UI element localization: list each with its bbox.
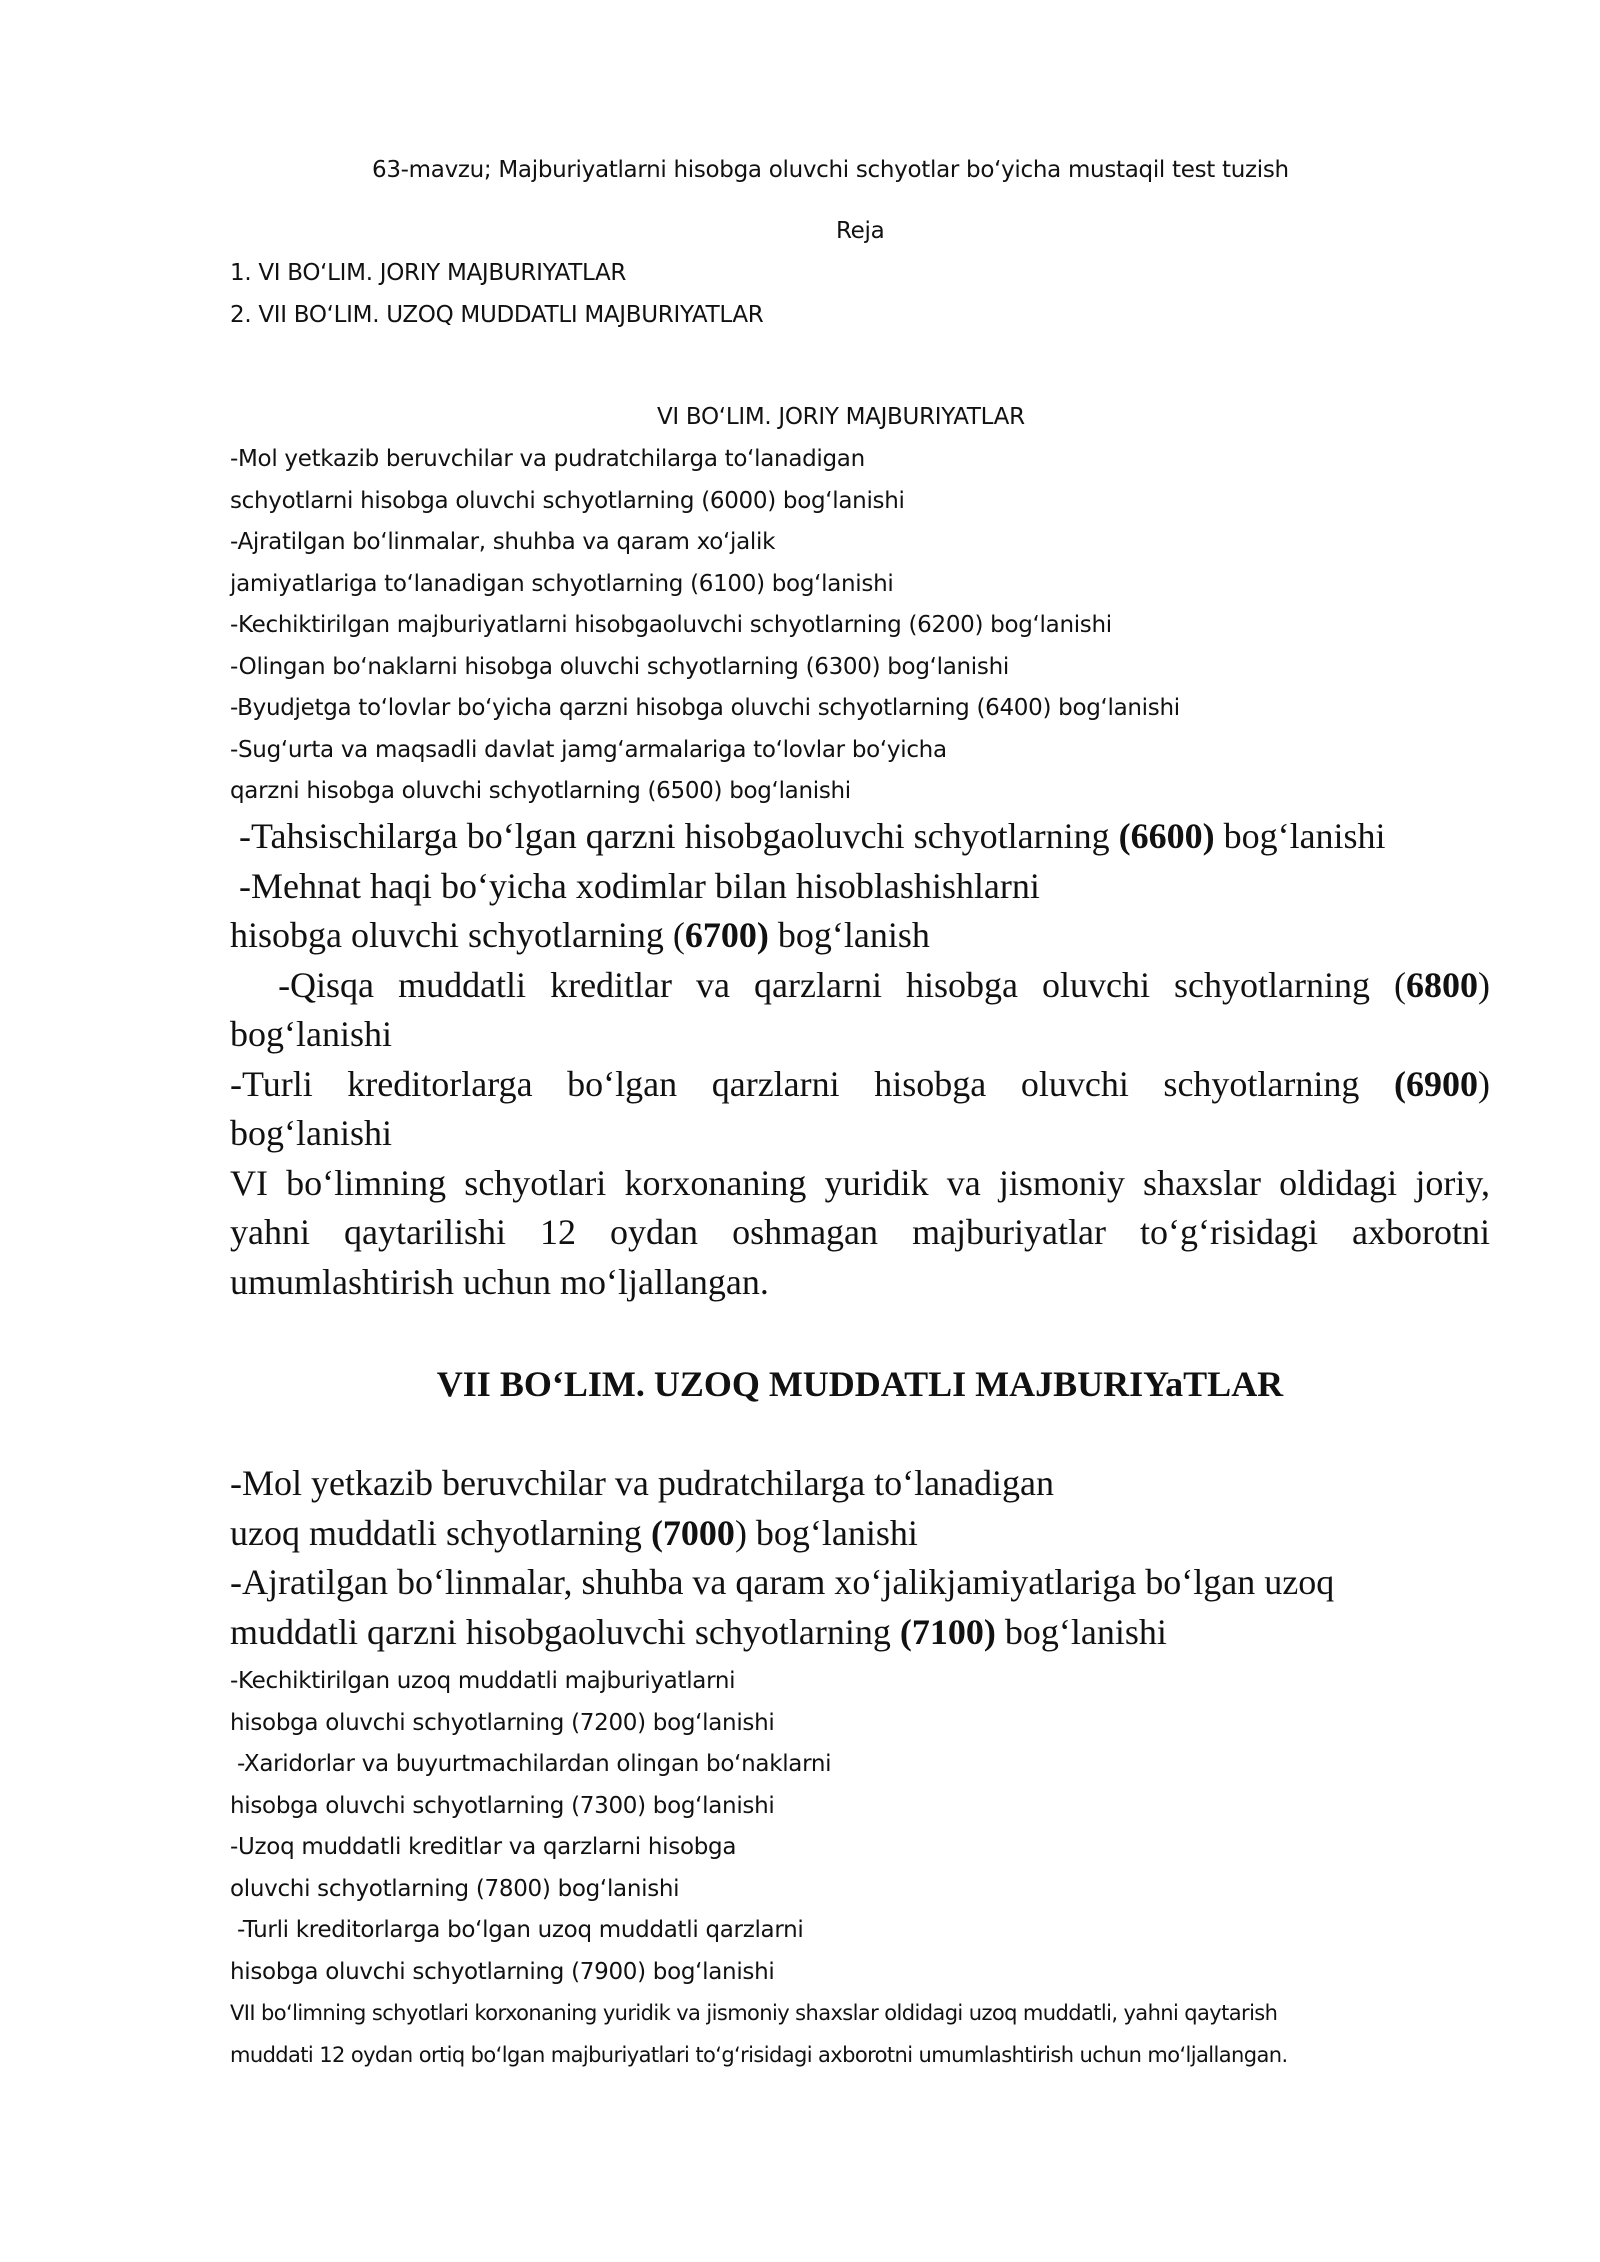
list-item: -Turli kreditorlarga bo‘lgan uzoq muddatli qarzlarni — [230, 1917, 804, 1943]
list-item: -Xaridorlar va buyurtmachilardan olingan bo‘naklarni — [230, 1751, 832, 1777]
list-item: -Byudjetga to‘lovlar bo‘yicha qarzni hisobga oluvchi schyotlarning (6400) bog‘lanishi — [230, 695, 1180, 721]
section-7-large-list — [230, 1459, 1490, 1657]
list-item: hisobga oluvchi schyotlarning (7900) bog‘lanishi — [230, 1958, 775, 1985]
plan-list — [230, 253, 1490, 336]
plan-heading: Reja — [836, 218, 885, 244]
list-item: schyotlarni hisobga oluvchi schyotlarning (6000) bog‘lanishi — [230, 487, 905, 514]
section-7-list — [230, 1661, 1490, 2076]
plan-item: 1. VI BO‘LIM. JORIY MAJBURIYATLAR — [230, 260, 627, 286]
list-item-6700-cont: hisobga oluvchi schyotlarning (6700) bog‘lanish — [230, 915, 930, 955]
list-item: -Mol yetkazib beruvchilar va pudratchilarga to‘lanadigan — [230, 446, 865, 472]
list-item: -Uzoq muddatli kreditlar va qarzlarni hisobga — [230, 1834, 737, 1860]
list-item-7000-cont: uzoq muddatli schyotlarning (7000) bog‘lanishi — [230, 1512, 918, 1553]
list-item-6900-cont: bog‘lanishi — [230, 1113, 392, 1153]
plan-item: 2. VII BO‘LIM. UZOQ MUDDATLI MAJBURIYATLAR — [230, 301, 764, 328]
list-item: -Sug‘urta va maqsadli davlat jamg‘armalariga to‘lovlar bo‘yicha — [230, 736, 947, 763]
summary-line: VII bo‘limning schyotlari korxonaning yuridik va jismoniy shaxslar oldidagi uzoq muddatli, yahni qaytarish — [230, 2001, 1278, 2025]
list-item: -Kechiktirilgan uzoq muddatli majburiyatlarni — [230, 1668, 736, 1694]
list-item-7000: -Mol yetkazib beruvchilar va pudratchilarga to‘lanadigan — [230, 1463, 1055, 1503]
list-item: hisobga oluvchi schyotlarning (7200) bog‘lanishi — [230, 1709, 775, 1736]
account-code: 6800 — [1406, 964, 1479, 1005]
account-code: (6600) — [1118, 816, 1215, 856]
section-6-large-list — [230, 812, 1490, 1307]
section-7-heading: VII BO‘LIM. UZOQ MUDDATLI MAJBURIYaTLAR — [436, 1364, 1284, 1404]
section-6-heading: VI BO‘LIM. JORIY MAJBURIYATLAR — [657, 404, 1025, 430]
list-item-6600: -Tahsischilarga bo‘lgan qarzni hisobgaoluvchi schyotlarning (6600) bog‘lanishi — [230, 816, 1386, 856]
list-item: qarzni hisobga oluvchi schyotlarning (6500) bog‘lanishi — [230, 778, 851, 804]
account-code: (6900 — [1394, 1063, 1478, 1104]
list-item: -Olingan bo‘naklarni hisobga oluvchi schyotlarning (6300) bog‘lanishi — [230, 653, 1009, 680]
list-item-7100: -Ajratilgan bo‘linmalar, shuhba va qaram xo‘jalikjamiyatlariga bo‘lgan uzoq — [230, 1562, 1335, 1602]
list-item: -Kechiktirilgan majburiyatlarni hisobgaoluvchi schyotlarning (6200) bog‘lanishi — [230, 612, 1112, 638]
list-item-6900: -Turli kreditorlarga bo‘lgan qarzlarni hisobga oluvchi schyotlarning (6900) — [230, 1063, 1490, 1104]
account-code: (7100) — [899, 1611, 996, 1652]
section-6-list — [230, 439, 1490, 813]
list-item: jamiyatlariga to‘lanadigan schyotlarning (6100) bog‘lanishi — [230, 570, 894, 597]
document-title: 63-mavzu; Majburiyatlarni hisobga oluvchi schyotlar bo‘yicha mustaqil test tuzish — [372, 157, 1289, 183]
summary-line: VI bo‘limning schyotlari korxonaning yuridik va jismoniy shaxslar oldidagi joriy, — [230, 1162, 1490, 1203]
summary-line: muddati 12 oydan ortiq bo‘lgan majburiyatlari to‘g‘risidagi axborotni umumlashtirish uchun mo‘ljallangan. — [230, 2042, 1288, 2067]
account-code: 6700) — [684, 915, 769, 955]
list-item-6800-cont: bog‘lanishi — [230, 1014, 392, 1054]
list-item: hisobga oluvchi schyotlarning (7300) bog‘lanishi — [230, 1792, 775, 1819]
summary-line: umumlashtirish uchun mo‘ljallangan. — [230, 1261, 769, 1302]
list-item: -Ajratilgan bo‘linmalar, shuhba va qaram xo‘jalik — [230, 529, 776, 555]
summary-line: yahni qaytarilishi 12 oydan oshmagan majburiyatlar to‘g‘risidagi axborotni — [230, 1212, 1490, 1252]
list-item-7100-cont: muddatli qarzni hisobgaoluvchi schyotlarning (7100) bog‘lanishi — [230, 1611, 1167, 1652]
list-item: oluvchi schyotlarning (7800) bog‘lanishi — [230, 1875, 680, 1902]
list-item-6700: -Mehnat haqi bo‘yicha xodimlar bilan hisoblashishlarni — [230, 865, 1040, 906]
account-code: (7000 — [650, 1512, 735, 1553]
list-item-6800: -Qisqa muddatli kreditlar va qarzlarni hisobga oluvchi schyotlarning (6800) — [230, 964, 1491, 1005]
